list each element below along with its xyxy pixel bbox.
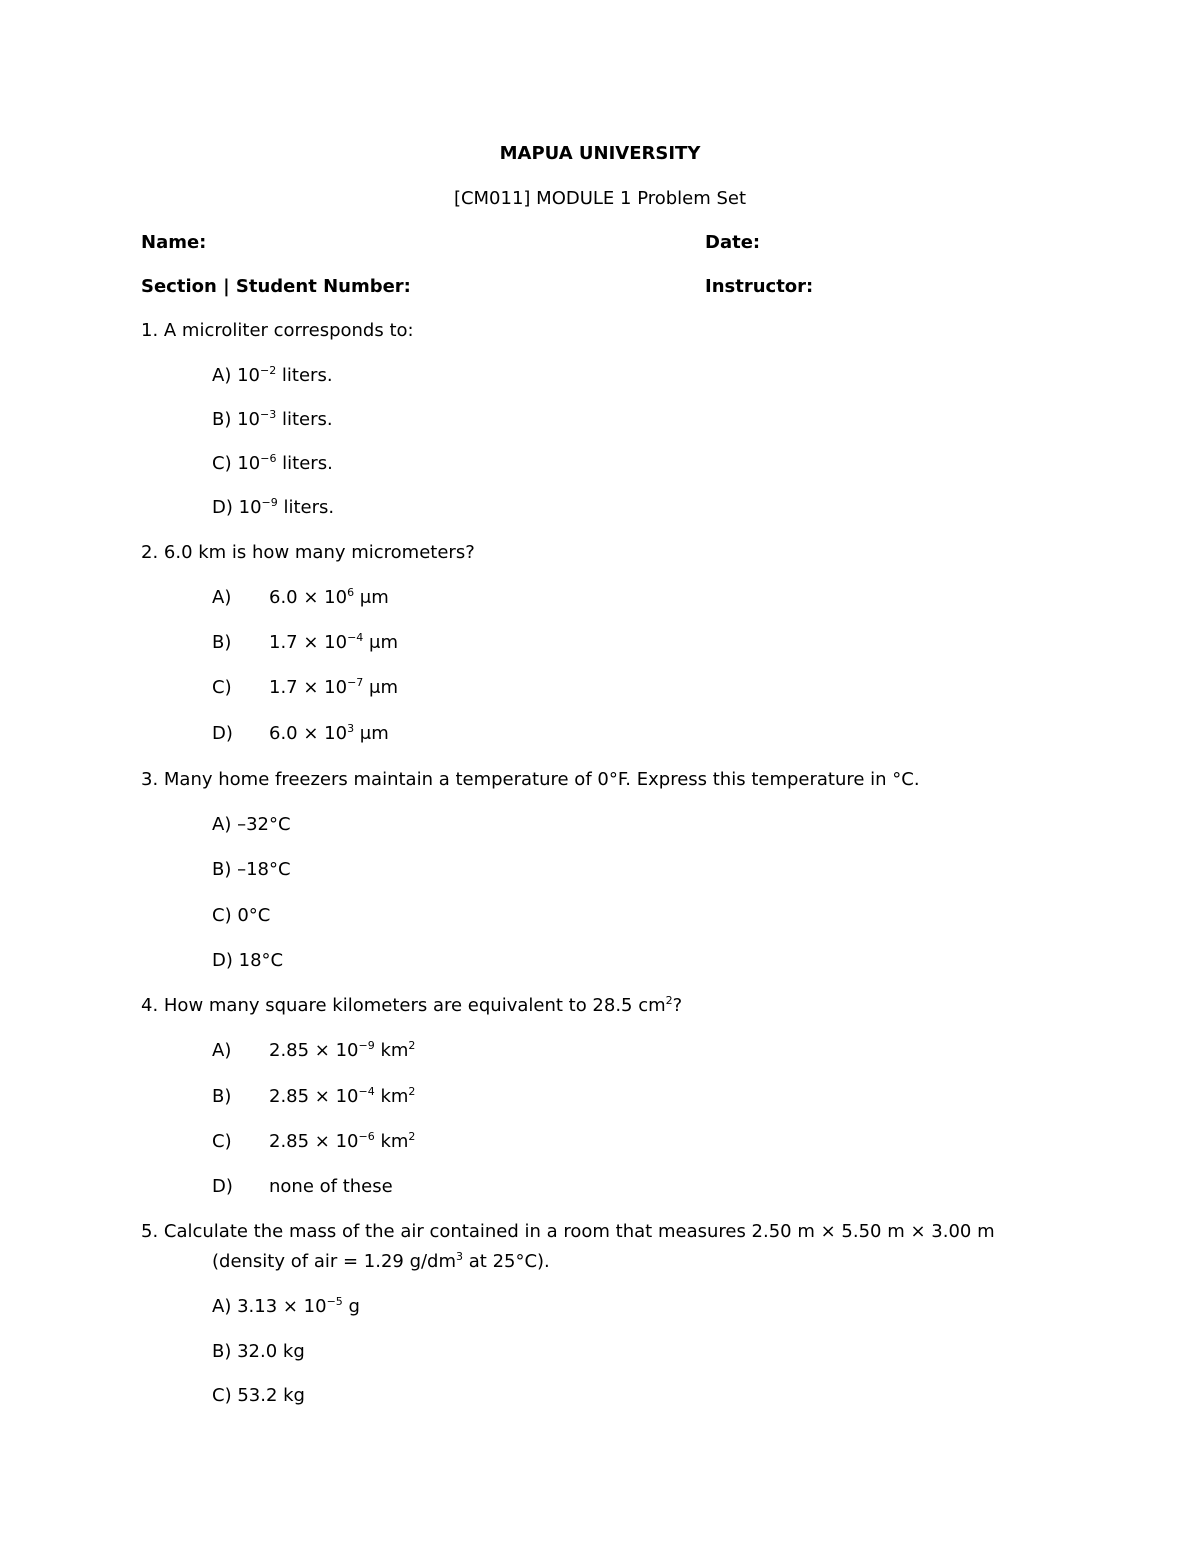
option-exponent: −6 (358, 1130, 375, 1143)
q3-option-a (212, 813, 291, 837)
option-letter: D) (212, 497, 233, 518)
q2-option-a-letter: A) (212, 587, 232, 608)
option-base: 2.85 × 10 (269, 1086, 359, 1107)
q2-option-a-text (269, 586, 389, 610)
q4-option-d-letter: D) (212, 1176, 233, 1197)
option-letter: A) (212, 814, 232, 835)
q2-option-d-text (269, 722, 389, 746)
instructor-label: Instructor: (705, 276, 814, 297)
option-letter: C) (212, 905, 232, 926)
option-exponent: −5 (326, 1295, 343, 1308)
question-4-stem (141, 994, 682, 1018)
option-exponent: −6 (260, 452, 277, 465)
option-letter: D) (212, 950, 233, 971)
option-base: 2.85 × 10 (269, 1040, 359, 1061)
stem-exponent: 2 (665, 994, 673, 1007)
option-unit: μm (363, 632, 398, 653)
option-text: 18°C (238, 950, 284, 971)
unit-exponent: 2 (408, 1130, 416, 1143)
option-base: 1.7 × 10 (269, 677, 348, 698)
q1-option-a (212, 364, 333, 388)
q4-option-c-text (269, 1130, 415, 1154)
name-label: Name: (141, 232, 207, 253)
option-unit: μm (354, 723, 389, 744)
date-label: Date: (705, 232, 761, 253)
problem-set-title: [CM011] MODULE 1 Problem Set (453, 188, 747, 209)
section-student-number-label: Section | Student Number: (141, 276, 411, 297)
stem-end: ? (672, 995, 683, 1016)
question-1-stem: 1. A microliter corresponds to: (141, 320, 414, 341)
q3-option-c (212, 904, 270, 928)
q4-option-a-text (269, 1039, 415, 1063)
option-unit: g (342, 1296, 360, 1317)
option-unit: μm (354, 587, 389, 608)
unit-exponent: 2 (408, 1039, 416, 1052)
option-unit: liters. (277, 497, 335, 518)
university-title: MAPUA UNIVERSITY (499, 143, 701, 164)
q2-option-d-letter: D) (212, 723, 233, 744)
option-exponent: −2 (259, 364, 277, 377)
option-unit: km (374, 1086, 409, 1107)
option-unit: km (374, 1131, 409, 1152)
question-3-stem: 3. Many home freezers maintain a temperature of 0°F. Express this temperature in °C. (141, 769, 920, 790)
option-base: 3.13 × 10 (237, 1296, 327, 1317)
option-base: 10 (237, 365, 260, 386)
option-unit: km (374, 1040, 409, 1061)
option-base: 10 (238, 497, 262, 518)
q3-option-d (212, 949, 283, 973)
q1-option-c (212, 452, 333, 476)
option-base: 6.0 × 10 (269, 587, 348, 608)
option-text: 32.0 kg (237, 1341, 305, 1362)
q4-option-a-letter: A) (212, 1040, 232, 1061)
q2-option-c-letter: C) (212, 677, 232, 698)
q4-option-c-letter: C) (212, 1131, 232, 1152)
q4-option-d-text: none of these (269, 1176, 393, 1197)
stem-text: (density of air = 1.29 g/dm (212, 1251, 457, 1272)
question-5-stem: 5. Calculate the mass of the air contained in a room that measures 2.50 m × 5.50 m × 3.00 m (141, 1221, 995, 1242)
option-text: –18°C (237, 859, 291, 880)
option-base: 10 (237, 453, 261, 474)
stem-exponent: 3 (456, 1250, 464, 1263)
option-letter: B) (212, 409, 232, 430)
option-exponent: −4 (358, 1085, 375, 1098)
unit-exponent: 2 (408, 1085, 416, 1098)
option-unit: μm (363, 677, 398, 698)
stem-text: 4. How many square kilometers are equivalent to 28.5 cm (141, 995, 666, 1016)
option-text: –32°C (237, 814, 291, 835)
option-exponent: 3 (347, 722, 355, 735)
option-letter: A) (212, 365, 232, 386)
q4-option-b-text (269, 1085, 415, 1109)
option-exponent: −7 (347, 676, 364, 689)
option-unit: liters. (276, 409, 333, 430)
option-unit: liters. (276, 365, 333, 386)
option-exponent: −3 (260, 408, 277, 421)
q2-option-b-text (269, 631, 398, 655)
question-5-stem-continuation (212, 1250, 550, 1274)
q2-option-c-text (269, 676, 398, 700)
option-base: 6.0 × 10 (269, 723, 348, 744)
question-2-stem: 2. 6.0 km is how many micrometers? (141, 542, 475, 563)
option-letter: B) (212, 859, 232, 880)
stem-end: at 25°C). (463, 1251, 550, 1272)
option-letter: C) (212, 453, 232, 474)
option-letter: B) (212, 1341, 232, 1362)
option-base: 2.85 × 10 (269, 1131, 359, 1152)
q3-option-b (212, 858, 291, 882)
option-letter: C) (212, 1385, 232, 1406)
q1-option-d (212, 496, 334, 520)
option-exponent: −4 (347, 631, 364, 644)
q5-option-a (212, 1295, 360, 1319)
q5-option-b (212, 1340, 305, 1364)
option-unit: liters. (276, 453, 333, 474)
q5-option-c (212, 1384, 305, 1408)
option-letter: A) (212, 1296, 232, 1317)
option-base: 1.7 × 10 (269, 632, 348, 653)
q4-option-b-letter: B) (212, 1086, 232, 1107)
option-exponent: −9 (358, 1039, 375, 1052)
option-exponent: −9 (261, 496, 278, 509)
q2-option-b-letter: B) (212, 632, 232, 653)
option-text: 0°C (237, 905, 271, 926)
option-exponent: 6 (347, 586, 355, 599)
q1-option-b (212, 408, 333, 432)
option-base: 10 (237, 409, 261, 430)
option-text: 53.2 kg (237, 1385, 305, 1406)
